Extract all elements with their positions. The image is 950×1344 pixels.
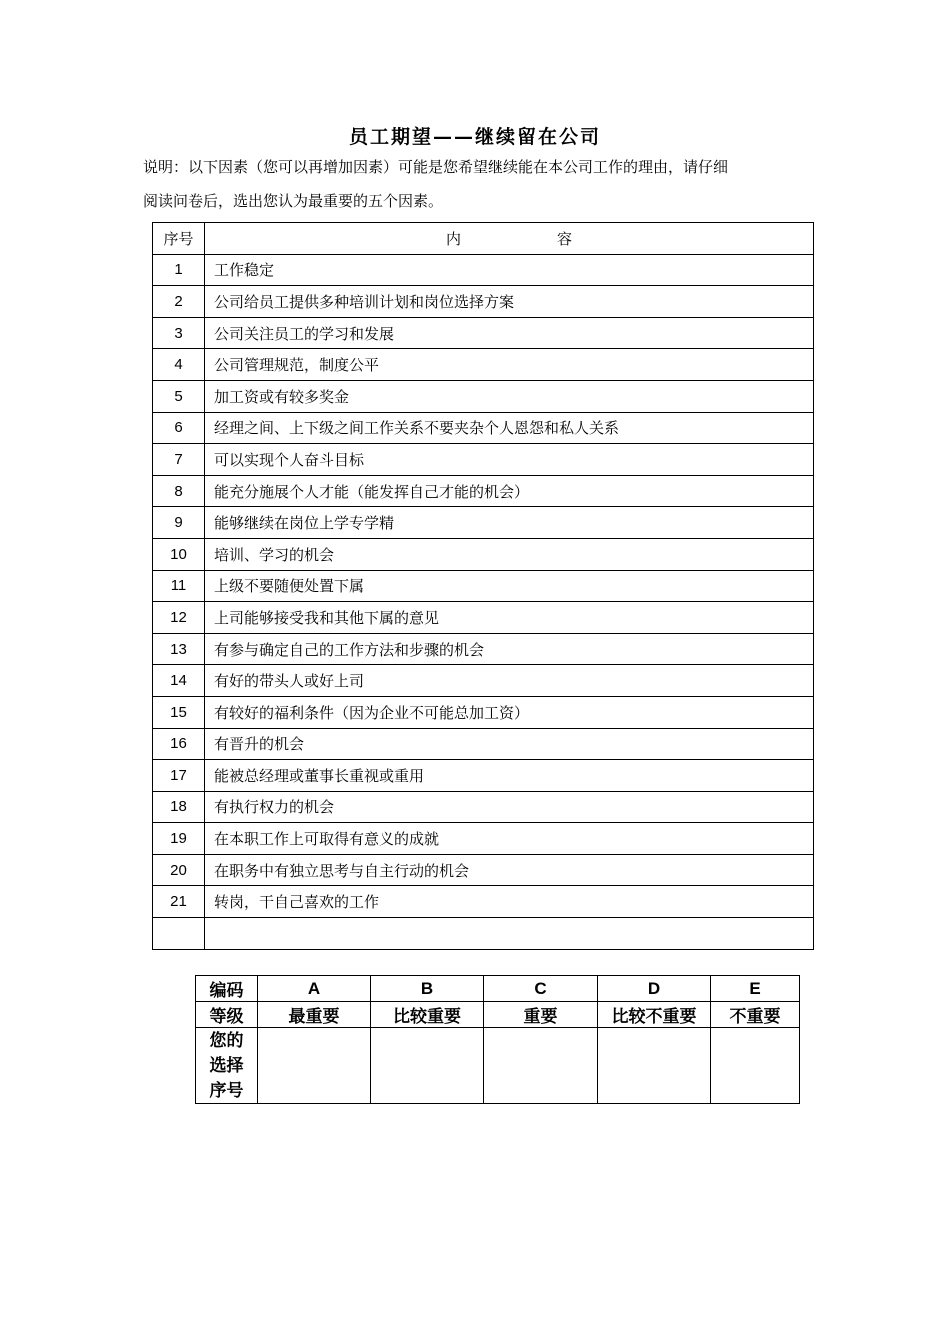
row-content: 转岗，干自己喜欢的工作 (205, 886, 814, 918)
grade-b: 比较重要 (371, 1002, 484, 1028)
choice-label-line: 序号 (209, 1081, 244, 1100)
row-content: 在职务中有独立思考与自主行动的机会 (205, 854, 814, 886)
rating-choice-row (196, 1028, 800, 1104)
row-content (205, 918, 814, 950)
rating-grade-row (196, 1002, 800, 1028)
row-number: 11 (153, 570, 205, 602)
table-row (153, 412, 814, 444)
row-number: 9 (153, 507, 205, 539)
row-content: 有参与确定自己的工作方法和步骤的机会 (205, 633, 814, 665)
header-number: 序号 (153, 223, 205, 255)
table-row (153, 507, 814, 539)
row-content: 培训、学习的机会 (205, 538, 814, 570)
choice-label-line: 选择 (209, 1056, 244, 1075)
table-row (153, 728, 814, 760)
row-number: 15 (153, 696, 205, 728)
table-row (153, 475, 814, 507)
table-row (153, 760, 814, 792)
row-number: 10 (153, 538, 205, 570)
row-content: 能充分施展个人才能（能发挥自己才能的机会） (205, 475, 814, 507)
table-row (153, 854, 814, 886)
row-number: 5 (153, 380, 205, 412)
factors-table (152, 222, 814, 950)
choice-cell-d[interactable] (598, 1028, 711, 1104)
row-number: 21 (153, 886, 205, 918)
factors-table-header (153, 223, 814, 255)
page-title: 员工期望——继续留在公司 (348, 126, 601, 148)
table-row (153, 444, 814, 476)
row-content: 有晋升的机会 (205, 728, 814, 760)
row-content: 公司管理规范，制度公平 (205, 349, 814, 381)
row-content: 上级不要随便处置下属 (205, 570, 814, 602)
row-number: 20 (153, 854, 205, 886)
choice-cell-b[interactable] (371, 1028, 484, 1104)
row-number: 6 (153, 412, 205, 444)
row-content: 公司给员工提供多种培训计划和岗位选择方案 (205, 286, 814, 318)
grade-e: 不重要 (711, 1002, 800, 1028)
table-row (153, 254, 814, 286)
grade-a: 最重要 (258, 1002, 371, 1028)
table-row (153, 349, 814, 381)
row-content: 可以实现个人奋斗目标 (205, 444, 814, 476)
row-content: 有执行权力的机会 (205, 791, 814, 823)
code-d: D (598, 976, 711, 1002)
table-row (153, 886, 814, 918)
row-number: 16 (153, 728, 205, 760)
grade-c: 重要 (484, 1002, 598, 1028)
row-number: 3 (153, 317, 205, 349)
code-c: C (484, 976, 598, 1002)
table-row (153, 538, 814, 570)
choice-label (196, 1028, 258, 1104)
grade-d: 比较不重要 (598, 1002, 711, 1028)
row-content: 加工资或有较多奖金 (205, 380, 814, 412)
row-number: 12 (153, 602, 205, 634)
table-row (153, 380, 814, 412)
row-content: 在本职工作上可取得有意义的成就 (205, 823, 814, 855)
row-number: 2 (153, 286, 205, 318)
choice-cell-c[interactable] (484, 1028, 598, 1104)
code-a: A (258, 976, 371, 1002)
row-number: 18 (153, 791, 205, 823)
table-row (153, 570, 814, 602)
header-content: 内容 (205, 223, 814, 255)
table-row (153, 823, 814, 855)
table-row (153, 317, 814, 349)
choice-cell-e[interactable] (711, 1028, 800, 1104)
row-content: 能被总经理或董事长重视或重用 (205, 760, 814, 792)
row-number: 13 (153, 633, 205, 665)
row-content: 工作稳定 (205, 254, 814, 286)
table-row (153, 665, 814, 697)
row-number: 8 (153, 475, 205, 507)
instructions (143, 150, 818, 218)
row-number: 17 (153, 760, 205, 792)
table-row (153, 633, 814, 665)
grade-label: 等级 (196, 1002, 258, 1028)
row-number: 4 (153, 349, 205, 381)
row-content: 公司关注员工的学习和发展 (205, 317, 814, 349)
table-row (153, 286, 814, 318)
row-number: 14 (153, 665, 205, 697)
instructions-line-1: 说明：以下因素（您可以再增加因素）可能是您希望继续能在本公司工作的理由，请仔细 (143, 158, 729, 176)
choice-label-line: 您的 (209, 1031, 244, 1050)
table-row (153, 918, 814, 950)
row-content: 有较好的福利条件（因为企业不可能总加工资） (205, 696, 814, 728)
row-number: 7 (153, 444, 205, 476)
row-content: 经理之间、上下级之间工作关系不要夹杂个人恩怨和私人关系 (205, 412, 814, 444)
table-row (153, 696, 814, 728)
row-content: 上司能够接受我和其他下属的意见 (205, 602, 814, 634)
row-number: 1 (153, 254, 205, 286)
row-content: 有好的带头人或好上司 (205, 665, 814, 697)
rating-code-row (196, 976, 800, 1002)
table-row (153, 602, 814, 634)
rating-table (195, 975, 800, 1104)
instructions-line-2: 阅读问卷后，选出您认为最重要的五个因素。 (143, 192, 444, 210)
code-b: B (371, 976, 484, 1002)
code-label: 编码 (196, 976, 258, 1002)
table-row (153, 791, 814, 823)
row-content: 能够继续在岗位上学专学精 (205, 507, 814, 539)
row-number: 19 (153, 823, 205, 855)
code-e: E (711, 976, 800, 1002)
choice-cell-a[interactable] (258, 1028, 371, 1104)
row-number (153, 918, 205, 950)
